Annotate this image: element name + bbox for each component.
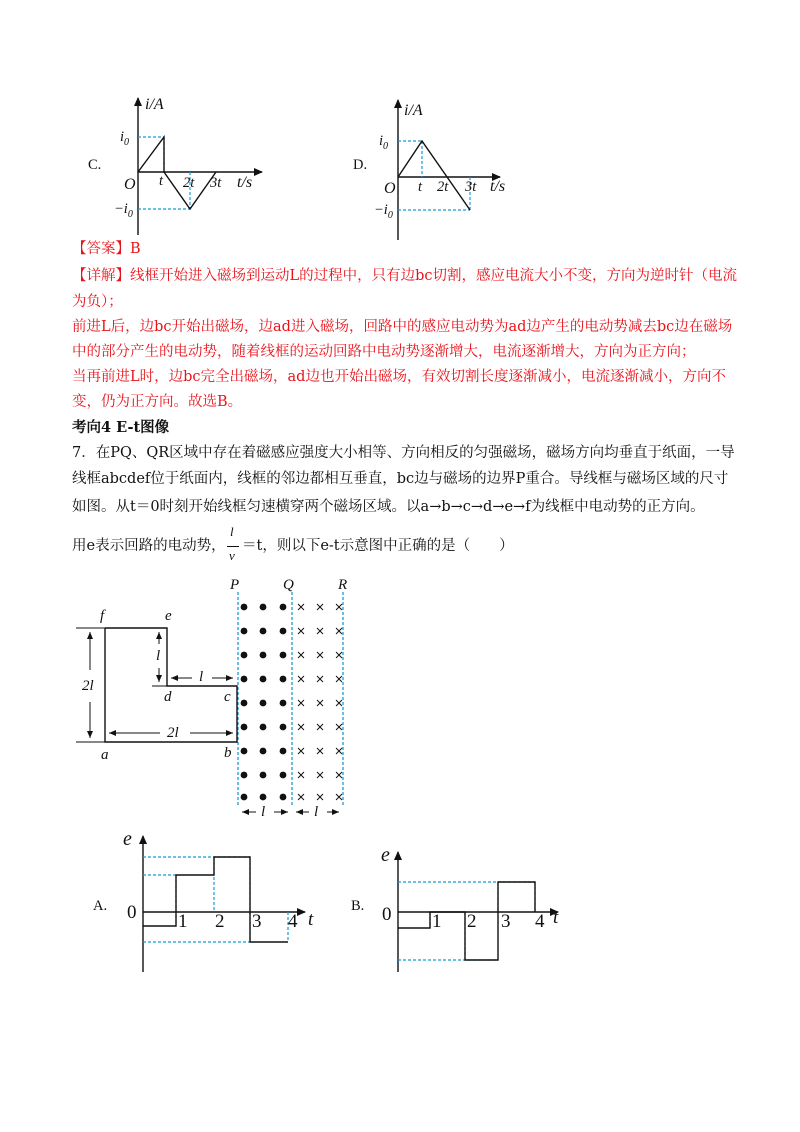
graph-c-i0-label: $i_0$ bbox=[120, 129, 130, 148]
graph-d-neg-i0-label: $-i_0$ bbox=[374, 202, 393, 221]
field-dot bbox=[260, 772, 267, 779]
field-dot bbox=[280, 794, 287, 801]
graph-b bbox=[398, 852, 558, 972]
question-line-3: 如图。从t＝0时刻开始线框匀速横穿两个磁场区域。以a→b→c→d→e→f为线框中电动势的正方向。 bbox=[72, 499, 705, 515]
field-cross bbox=[317, 652, 323, 658]
field-dot bbox=[280, 676, 287, 683]
dimension-2l-horizontal: 2l bbox=[167, 725, 179, 741]
field-dot bbox=[280, 724, 287, 731]
field-cross bbox=[298, 794, 304, 800]
detail-line-5: 当再前进L时，边bc完全出磁场，ad边也开始出磁场，有效切割长度逐渐减小，电流逐渐减小，方向不 bbox=[72, 369, 726, 385]
graph-c-tick-3t: 3t bbox=[210, 175, 222, 191]
dimension-l-vertical: l bbox=[156, 648, 161, 664]
graph-c bbox=[138, 98, 262, 235]
field-dot bbox=[260, 676, 267, 683]
dimension-2l-vertical: 2l bbox=[82, 678, 94, 694]
field-cross bbox=[336, 748, 342, 754]
vertex-c-label: c bbox=[224, 689, 231, 705]
field-cross bbox=[298, 748, 304, 754]
field-cross bbox=[298, 700, 304, 706]
section-title: 考向4 E-t图像 bbox=[72, 419, 170, 436]
graph-d-tick-t: t bbox=[418, 179, 423, 195]
question-line-1: 7．在PQ、QR区域中存在着磁感应强度大小相等、方向相反的匀强磁场，磁场方向均垂直于纸面，一导 bbox=[72, 445, 735, 461]
question-line-4b: ＝t，则以下e-t示意图中正确的是（ ） bbox=[242, 538, 514, 554]
field-cross bbox=[336, 700, 342, 706]
vertex-f-label: f bbox=[100, 608, 105, 624]
field-dot bbox=[280, 700, 287, 707]
vertex-d-label: d bbox=[164, 689, 172, 705]
field-cross bbox=[336, 604, 342, 610]
field-dot bbox=[260, 604, 267, 611]
detail-line-6: 变，仍为正方向。故选B。 bbox=[72, 394, 243, 410]
fraction-denominator: v bbox=[229, 548, 235, 563]
option-a-label: A. bbox=[93, 898, 108, 914]
field-cross bbox=[317, 628, 323, 634]
graph-a-x-axis-label: t bbox=[308, 909, 314, 930]
field-dot bbox=[241, 604, 248, 611]
field-dot bbox=[280, 604, 287, 611]
field-cross bbox=[298, 724, 304, 730]
detail-line-3: 前进L后，边bc开始出磁场，边ad进入磁场，回路中的感应电动势为ad边产生的电动势减去bc边在磁场 bbox=[72, 319, 733, 335]
field-cross bbox=[317, 604, 323, 610]
field-dot bbox=[260, 628, 267, 635]
field-dot bbox=[241, 748, 248, 755]
graph-c-tick-2t: 2t bbox=[183, 175, 195, 191]
graph-b-tick-2: 2 bbox=[467, 911, 477, 932]
field-cross bbox=[298, 772, 304, 778]
field-cross bbox=[317, 748, 323, 754]
fraction-numerator: l bbox=[230, 524, 234, 539]
graph-a-tick-1: 1 bbox=[178, 911, 188, 932]
graph-d-tick-3t: 3t bbox=[465, 179, 477, 195]
field-dot bbox=[260, 700, 267, 707]
graph-d-i0-label: $i_0$ bbox=[379, 133, 389, 152]
boundary-p-label: P bbox=[230, 577, 240, 593]
dimension-l-horizontal: l bbox=[199, 669, 204, 685]
graph-d-x-axis-label: t/s bbox=[490, 178, 506, 195]
field-cross bbox=[336, 794, 342, 800]
field-cross bbox=[336, 772, 342, 778]
graph-b-tick-3: 3 bbox=[501, 911, 511, 932]
graph-a bbox=[143, 836, 305, 972]
detail-line-2: 为负）； bbox=[72, 294, 123, 310]
field-cross bbox=[317, 724, 323, 730]
field-dot bbox=[241, 772, 248, 779]
field-into-page-crosses bbox=[298, 604, 342, 800]
graph-c-y-axis-label: i/A bbox=[145, 96, 164, 113]
field-dot bbox=[241, 676, 248, 683]
field-dot bbox=[280, 652, 287, 659]
option-c-label: C. bbox=[88, 157, 102, 173]
question-line-2: 线框abcdef位于纸面内，线框的邻边都相互垂直，bc边与磁场的边界P重合。导线框与磁场区域的尺寸 bbox=[72, 471, 729, 487]
detail-line-4: 中的部分产生的电动势，随着线框的运动回路中电动势逐渐增大，电流逐渐增大，方向为正方向； bbox=[72, 344, 696, 360]
vertex-a-label: a bbox=[101, 747, 109, 763]
graph-a-tick-3: 3 bbox=[252, 911, 262, 932]
vertex-b-label: b bbox=[224, 745, 232, 761]
graph-a-origin: 0 bbox=[127, 902, 137, 923]
dimension-pq-width: l bbox=[261, 804, 266, 820]
field-cross bbox=[317, 700, 323, 706]
graph-b-origin: 0 bbox=[382, 904, 392, 925]
field-dot bbox=[241, 652, 248, 659]
field-cross bbox=[298, 604, 304, 610]
frame-and-field-figure bbox=[76, 592, 343, 812]
boundary-r-label: R bbox=[338, 577, 348, 593]
field-dot bbox=[280, 628, 287, 635]
question-line-4a: 用e表示回路的电动势， bbox=[72, 538, 226, 554]
field-cross bbox=[317, 676, 323, 682]
field-dot bbox=[241, 794, 248, 801]
dimension-qr-width: l bbox=[314, 804, 319, 820]
field-dot bbox=[260, 748, 267, 755]
graph-c-origin: O bbox=[124, 176, 136, 193]
graph-b-y-axis-label: e bbox=[381, 844, 390, 866]
field-dot bbox=[260, 652, 267, 659]
graph-c-neg-i0-label: $-i_0$ bbox=[114, 201, 133, 220]
field-cross bbox=[336, 628, 342, 634]
option-d-label: D. bbox=[353, 157, 368, 173]
graph-d-y-axis-label: i/A bbox=[404, 102, 423, 119]
graph-c-x-axis-label: t/s bbox=[237, 174, 253, 191]
graph-b-tick-4: 4 bbox=[535, 911, 545, 932]
field-cross bbox=[317, 772, 323, 778]
detail-line-1: 【详解】线框开始进入磁场到运动L的过程中，只有边bc切割，感应电流大小不变，方向为逆时针（电流 bbox=[72, 268, 738, 284]
field-cross bbox=[298, 628, 304, 634]
field-dot bbox=[241, 700, 248, 707]
graph-b-tick-1: 1 bbox=[432, 911, 442, 932]
field-cross bbox=[336, 652, 342, 658]
graph-c-tick-t: t bbox=[159, 173, 164, 189]
field-dot bbox=[280, 748, 287, 755]
field-dot bbox=[241, 628, 248, 635]
field-cross bbox=[336, 676, 342, 682]
field-dot bbox=[260, 724, 267, 731]
vertex-e-label: e bbox=[165, 608, 172, 624]
graph-a-tick-2: 2 bbox=[215, 911, 225, 932]
field-cross bbox=[298, 676, 304, 682]
field-cross bbox=[298, 652, 304, 658]
graph-d-tick-2t: 2t bbox=[437, 179, 449, 195]
field-cross bbox=[336, 724, 342, 730]
field-dot bbox=[241, 724, 248, 731]
graph-a-tick-4: 4 bbox=[288, 911, 298, 932]
option-b-label: B. bbox=[351, 898, 365, 914]
graph-d-origin: O bbox=[384, 180, 396, 197]
answer-line: 【答案】B bbox=[72, 241, 141, 257]
boundary-q-label: Q bbox=[283, 577, 294, 593]
field-out-of-page-dots bbox=[241, 604, 287, 801]
graph-a-y-axis-label: e bbox=[123, 828, 132, 850]
field-dot bbox=[280, 772, 287, 779]
graph-b-x-axis-label: t bbox=[553, 907, 559, 928]
